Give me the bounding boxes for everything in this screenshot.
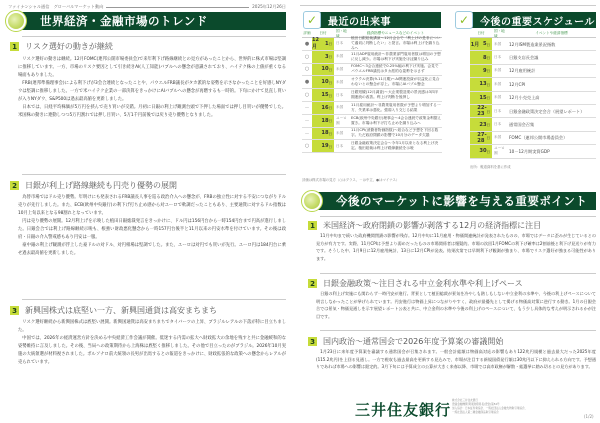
col-event: 経済指標やニュースなどのイベント — [366, 31, 425, 35]
region: 米国 — [336, 79, 344, 84]
disclaimer — [452, 399, 527, 415]
checkbox-icon: ✓ — [455, 11, 473, 29]
schedule-source: 出所：報道資料を基に作成 — [470, 165, 511, 169]
event-description: 日銀支店長会議 — [509, 55, 539, 61]
paragraph: リスク選好の動きは継続。12月FOMC(連邦公開市場委員会)で来年利下げ路線継続との見方があったことから、世界的に株式市場は堅調に推移しています。一方、市場のリスク要因として引き続きAI(人工知能)バブルへの懸念が意識されており、ハイテク株の上値が重くなる場面もありました。 — [18, 57, 286, 78]
point-1-body — [316, 232, 596, 262]
region: 日本 — [336, 41, 344, 46]
evaluation-marker: ○ — [304, 92, 310, 99]
table-row — [302, 102, 442, 115]
section-heading: 米国経済～政府閉鎖の影響が剥落する12月の経済指標に注目 — [323, 221, 542, 230]
table-row — [470, 105, 596, 118]
bank-logo: 三井住友銀行 — [355, 401, 452, 419]
recent-note: 評価は株式市場の見方（○はプラス、－は中立、●はマイナス） — [302, 178, 400, 182]
event-description: 日銀金融政策決定会合（展望レポート） — [509, 108, 585, 114]
key-points-banner — [310, 192, 596, 210]
table-row — [302, 89, 442, 102]
disclaimer-line: 一般社団法人第二種金融商品取引業協会 — [452, 411, 499, 414]
point-2-body — [316, 290, 596, 320]
section-number: 3 — [10, 306, 19, 315]
header-rule — [106, 7, 249, 8]
evaluation-marker: ● — [304, 79, 310, 86]
day: 22-23 日 — [477, 105, 490, 118]
globe-icon — [5, 10, 27, 32]
region: ユーロ圏 — [336, 115, 347, 125]
event-description: 10－12月期実質GDP — [509, 148, 550, 154]
event-description: 植田日銀総裁講演～12月会合で「利上げの是非について適切に判断したい」と発言。市場は利上げを織り込みへ — [351, 36, 441, 51]
day: 18 日 — [322, 115, 334, 127]
month — [470, 51, 480, 63]
divider — [22, 36, 286, 37]
region: 日本 — [494, 108, 502, 113]
day: 15 日 — [322, 89, 334, 101]
paragraph: 日本では、日経平均株価が5万円を挟んで売り買いが交錯。月初に日銀の利上げ観測台頭で下押した場面では押し目買いが優勢でした。米国株の動きに連動しつつ5万円割れでは押し目買い、5万1千円前後では戻り売り優勢となりました。 — [18, 105, 286, 118]
evaluation-marker: － — [304, 105, 310, 112]
region: 米国 — [336, 105, 344, 110]
disclaimer-line: 登録金融機関 関東財務局長(登金)第54号 — [452, 403, 500, 406]
recent-events-table — [302, 30, 442, 153]
key-points-title: 今後のマーケットに影響を与える重要ポイント — [336, 194, 588, 208]
section-number: 1 — [10, 42, 19, 51]
paragraph: 豪中銀の利上げ観測が浮上した豪ドルの対ドル、対円相場は堅調でした。また、ユーロは対円でも買いが先行。ユーロ円は184円台に乗せ過去最高値を更新しました。 — [18, 243, 286, 256]
main-title-banner — [14, 12, 286, 30]
col-date: 日付 — [477, 31, 485, 35]
evaluation-marker: － — [304, 118, 310, 125]
schedule-table — [470, 30, 596, 159]
section-heading: 国内政治～通常国会で2026年度予算案の審議開始 — [323, 337, 504, 346]
section-heading: 日銀金融政策～注目される中立金利水準や利上げペース — [323, 279, 523, 288]
divider — [22, 174, 286, 175]
day: 10 日 — [322, 64, 334, 76]
region: 米国 — [494, 95, 502, 100]
event-description: 11月ADP雇用統計～非農業部門雇用者数は増加の予想に反し減少。市場は利下げ実施をほぼ織り込み — [351, 51, 441, 61]
day: 8 日 — [480, 51, 492, 63]
col-date: 日付 — [319, 31, 327, 35]
day: 27-28 日 — [477, 131, 490, 144]
event-description: 日銀短観(12月調査)～大企業製造業の景況感は3四半期連続の改善。利上げ判断を後押し — [351, 90, 439, 100]
month — [470, 65, 480, 77]
day: 15 日 — [480, 92, 492, 104]
region: 日本 — [336, 143, 344, 148]
table-row — [302, 64, 442, 77]
section-1-header — [10, 41, 113, 52]
publication-name: ファイナンシャル通信 グローバルマーケット動向 — [8, 4, 104, 9]
point-1-header — [308, 220, 541, 231]
paragraph: リスク選好継続から新興国株式は底堅い展開。新興国通貨は高安まちまちでタイバーツの上昇、ブラジルレアルの下落が特に目立ちました。 — [18, 320, 286, 333]
paragraph: 日銀の利上げ実施にも関わらず一時円安が進行。背景として植田総裁が景気を冷やしも熱しもしない中立金利の水準や、今後の利上げペースについて明言しなかったことが挙げられています。円安進行は物価上昇につながりやすく、政府が最優先として掲げる物価高対策に逆行する動き。1月の日銀会合では景気・物価見通しを示す展望レポート公表と共に、中立金利の水準や今後の利上げのペースについて、もう少し具体的な考えが明示されるかが注目です。 — [316, 291, 596, 319]
evaluation-marker: － — [304, 130, 310, 137]
section-3-header — [10, 305, 217, 316]
main-title: 世界経済・金融市場のトレンド — [40, 14, 208, 28]
table-row — [470, 65, 596, 78]
table-row — [470, 78, 596, 91]
point-3-header — [308, 336, 503, 347]
region: ユーロ圏 — [494, 146, 505, 156]
day: 3 日 — [322, 51, 334, 63]
event-description: 11月CPI(消費者物価指数)～総合など予想を下回る数字。ただ政府閉鎖の影響で10月分のデータ欠損 — [351, 128, 439, 138]
section-number: 2 — [308, 279, 317, 288]
day: 1 日 — [322, 38, 334, 50]
schedule-title: 今後の重要スケジュール — [480, 16, 595, 28]
event-description: オラクル決算(9-11月期)～AI関連投資が収益化に見合わないとの懸念が浮上。市場にAIバブル懸念 — [351, 77, 440, 87]
table-row — [470, 132, 596, 145]
table-row — [470, 145, 596, 158]
table-row — [470, 51, 596, 64]
section-number: 1 — [308, 221, 317, 230]
paragraph: 1月23日に来年度予算案を審議する通常国会が召集されます。一般会計総額は物価高対応の影響もあり122兆円規模と過去最大だった2025年度(115.2兆円)を上回る見通し。一方で税収も過去最高を更新する見込みで、市場が注目する新規国債発行額は30兆円以下に抑えられる方向です。予想通りであれば市場への影響は限定的。3月下旬には予算成立の公算が大きく来春以降、市場では高市政権が解散・総選挙に踏み切るとの見方があります。 — [316, 349, 596, 369]
region: 日本 — [494, 122, 502, 127]
recent-events-title: 最近の出来事 — [328, 16, 391, 28]
publication-date: 2025年12月26日 — [252, 4, 286, 9]
table-row — [302, 38, 442, 51]
section-1-body — [18, 56, 286, 120]
section-2-body — [18, 194, 286, 258]
region: 米国 — [336, 54, 344, 59]
day: 30 日 — [480, 145, 492, 157]
event-description: 通常国会召集 — [509, 122, 535, 128]
divider — [320, 216, 596, 217]
event-description: ECB(欧州中央銀行)理事会～4会合連続で政策金利据え置き。市場は利下げ打ち止めを織り込みへ — [351, 115, 442, 125]
section-number: 3 — [308, 337, 317, 346]
col-region: 国・地域 — [336, 28, 347, 38]
publication-header — [8, 3, 286, 11]
divider — [320, 330, 596, 331]
col-eval: 評価 — [303, 31, 311, 35]
table-row — [470, 118, 596, 131]
section-3-body — [18, 319, 286, 367]
section-heading: リスク選好の動きが継続 — [25, 42, 113, 51]
schedule-banner — [462, 12, 596, 28]
table-row — [302, 51, 442, 64]
month — [312, 51, 322, 63]
region: 米国 — [494, 41, 502, 46]
table-header — [470, 30, 596, 38]
table-row — [302, 140, 442, 153]
month: 12月 — [312, 38, 322, 50]
evaluation-marker: ○ — [304, 66, 310, 73]
month: 1月 — [470, 38, 480, 50]
event-description: FOMC（連邦公開市場委員会） — [509, 135, 568, 141]
event-description: 12月雇用統計 — [509, 68, 536, 74]
point-3-body — [316, 348, 596, 371]
region: 米国 — [494, 68, 502, 73]
region: 米国 — [336, 130, 344, 135]
table-row — [302, 115, 442, 128]
day: 5 日 — [480, 38, 492, 50]
event-description: FOMC～3会合連続で0.25%幅の利下げ実施。会見でパウエルFRB議長はタカ派的な姿勢を示さず — [351, 64, 439, 74]
evaluation-marker: ○ — [304, 53, 310, 60]
region: 米国 — [494, 81, 502, 86]
paragraph: 11月中旬まで続いた政府機関閉鎖の影響が残存。12月中旬に11月雇用・物価関連統計が発表されたものの、市場ではデータに歪みが生じているとの見方が有力です。実際、11月CPIは予想より弱めだったものの市場関係者は懐疑的。市場の次回1月FOMCの利下げ確率は2割前後と利下げ見送りが有力です。そうした中、1月9日に12月雇用統計、13日に12月CPIが発表。結果次第では早期利下げ観測が強まり、市場でリスク選好が強まる可能性があります。 — [316, 233, 596, 261]
globe-icon — [301, 190, 323, 212]
paragraph: 中国では、2026年の経済運営方針を決める中央経済工作会議が開催。低迷する内需の拡大へ財政拡大の余地を残すと共に金融緩和的な姿勢維持に言及しました。その後、当局への政策期待から上海株は底堅く推移しました。その他で目立ったのがブラジル。2026年10月実施の大統領選が材料視されました。ボルソナロ前大統領の長男が出馬するとの報道をきっかけに、財政拡張的な政策への懸念からレアルが売られています。 — [18, 336, 286, 365]
region: 米国 — [336, 66, 344, 71]
day: 13 日 — [480, 78, 492, 90]
table-row — [470, 38, 596, 51]
point-2-header — [308, 278, 523, 289]
disclaimer-line: 加入協会：日本証券業協会、一般社団法人金融先物取引業協会、 — [452, 407, 528, 410]
table-row — [302, 76, 442, 89]
col-region: 国・地域 — [494, 28, 505, 38]
section-heading: 新興国株式は底堅い一方、新興国通貨は高安まちまち — [25, 306, 217, 315]
disclaimer-line: 株式会社三井住友銀行 — [452, 399, 478, 402]
section-number: 2 — [10, 181, 19, 190]
divider — [300, 5, 596, 6]
section-heading: 日銀が利上げ路線継続も円売り優勢の展開 — [25, 181, 177, 190]
region: 米国 — [494, 135, 502, 140]
event-description: 11月雇用統計～非農業雇用者数が予想より増加する一方、失業率は悪化。強弱入り交じる結果 — [351, 102, 441, 112]
evaluation-marker: ○ — [304, 143, 310, 150]
day: 18 日 — [322, 128, 334, 140]
table-row — [470, 92, 596, 105]
recent-events-banner — [310, 12, 441, 28]
region: 日本 — [336, 92, 344, 97]
event-description: 12月CPI — [509, 81, 526, 87]
day: 10 日 — [322, 76, 334, 88]
checkbox-icon: ✓ — [303, 11, 321, 29]
col-event: イベントや経済指標 — [535, 31, 568, 35]
evaluation-marker: ● — [304, 40, 310, 47]
table-row — [302, 128, 442, 141]
event-description: 12月小売売上高 — [509, 95, 540, 101]
event-description: 日銀金融政策決定会合～今年1月以来となる利上げ決定。植田総裁は利上げ路線継続を示唆 — [351, 141, 439, 151]
region: 日本 — [494, 55, 502, 60]
divider — [22, 299, 286, 300]
day: 16 日 — [322, 102, 334, 114]
section-2-header — [10, 180, 177, 191]
divider — [320, 273, 596, 274]
day: 23 日 — [480, 118, 492, 130]
day: 19 日 — [322, 140, 334, 152]
paragraph: 円は売り優勢の展開。12月利上げを示唆した植田日銀総裁発言をきっかけに、ドル円は156円台から一時154円台まで円高が進行しました。日銀会合では利上げ路線継続示唆も、根強い財政悪化懸念から一時157円台後半と11月以来の円安水準を付けています。その後は政府・日銀の介入警戒感もあり円安は一服。 — [18, 219, 286, 240]
day: 9 日 — [480, 65, 492, 77]
event-description: 12月ISM製造業景況指数 — [509, 41, 556, 47]
paragraph: 為替市場ではドル売り優勢。年明けにも発表されるFRB議長人事を巡る政治介入への懸念が、FRBの独立性に対する不安につながりドル売りが先行しました。また、ECB(欧州中央銀行)の利下げ打ち止め感から対ユーロで軟調だったこともあり、主要通貨に対するドル指数は10月上旬以来となる98割れとなっています。 — [18, 195, 286, 216]
paragraph: FRB(連邦準備理事会)による利下げが3会合連続となったことや、パウエルFRB議長がタカ派的な姿勢を示さなかったことを好感しNYダウは堅調に推移しました。一方で米ハイテク企業の一部決算をきっかけにAIバブルへの懸念が再燃するも一時的。下旬にかけて見直し買いが入りNYダウ、S&P500は過去最高値を更新しました。 — [18, 81, 286, 102]
page-number: (1/2) — [584, 414, 594, 419]
